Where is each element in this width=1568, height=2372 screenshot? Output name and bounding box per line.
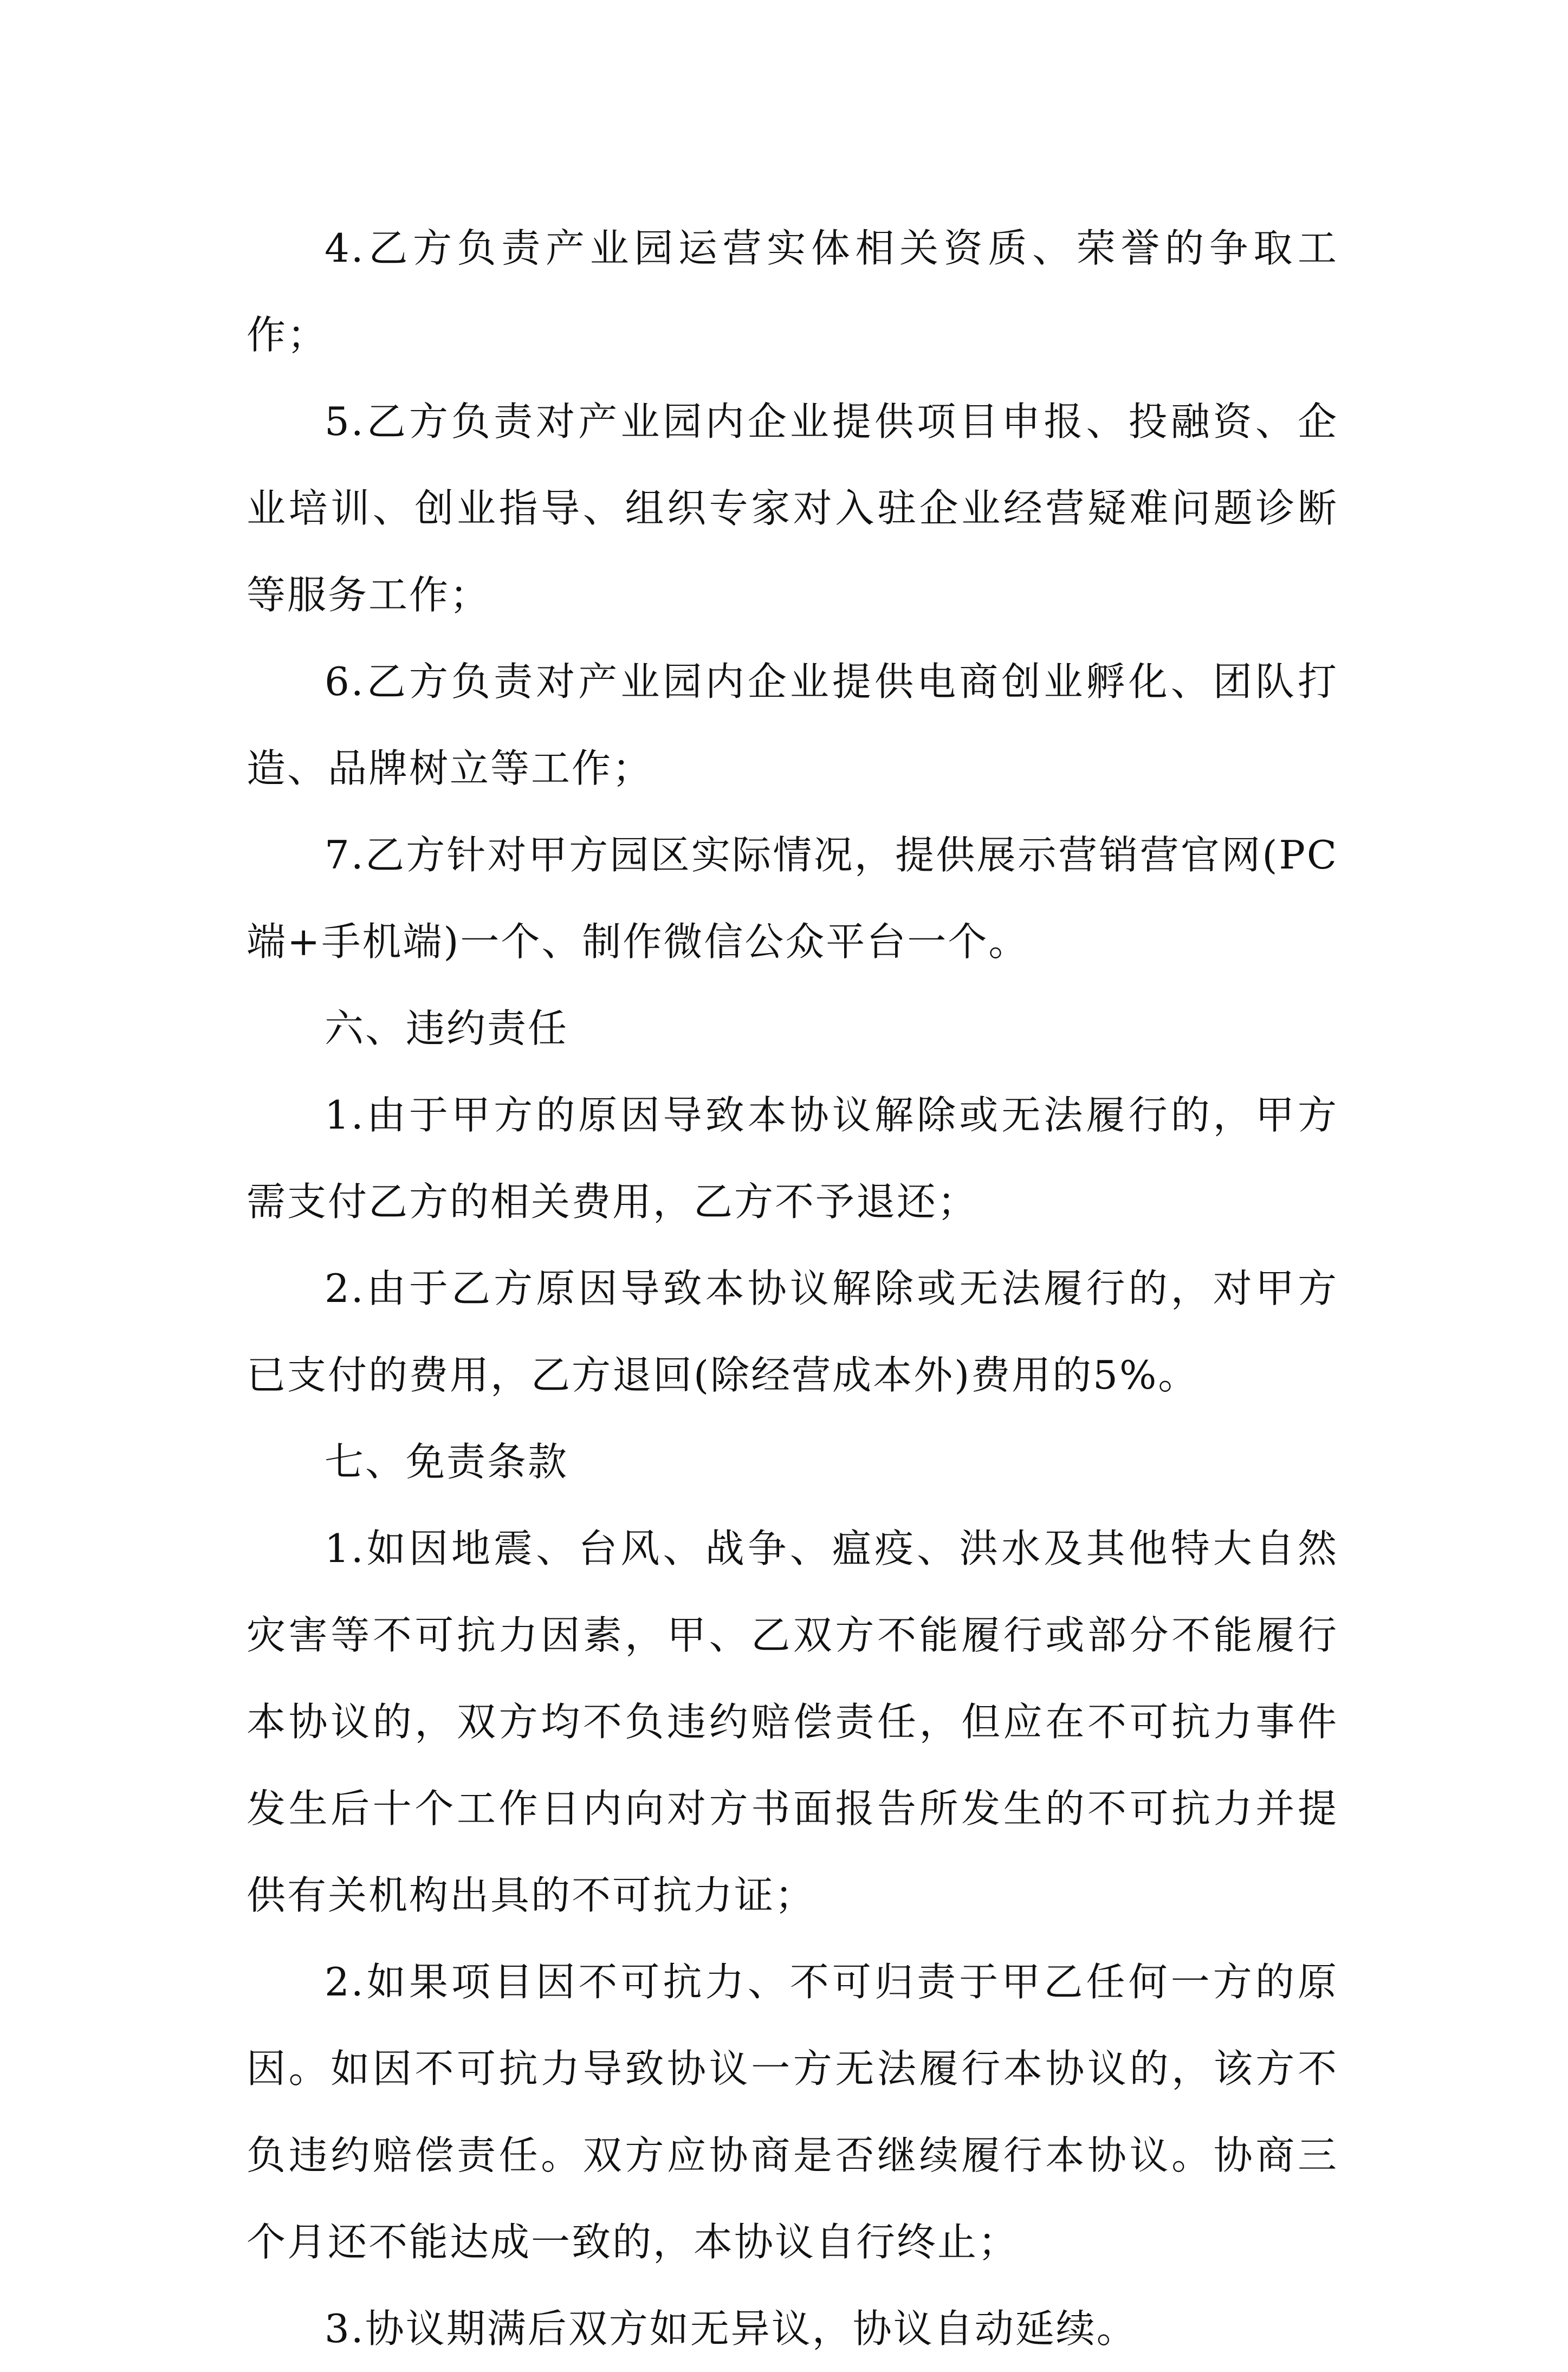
- breach-clause-1: 1.由于甲方的原因导致本协议解除或无法履行的，甲方需支付乙方的相关费用，乙方不予退还；: [247, 1092, 1338, 1224]
- section-heading-breach-liability: 六、违约责任: [325, 1006, 569, 1051]
- clause-4-qualifications: 4.乙方负责产业园运营实体相关资质、荣誉的争取工作；: [247, 225, 1338, 358]
- breach-clause-2: 2.由于乙方原因导致本协议解除或无法履行的，对甲方已支付的费用，乙方退回(除经营成本外)费用的5%。: [247, 1266, 1338, 1398]
- disclaimer-clause-3: 3.协议期满后双方如无异议，协议自动延续。: [325, 2306, 1137, 2351]
- clause-6-incubation: 6.乙方负责对产业园内企业提供电商创业孵化、团队打造、品牌树立等工作；: [247, 659, 1338, 791]
- disclaimer-clause-1: 1.如因地震、台风、战争、瘟疫、洪水及其他特大自然灾害等不可抗力因素，甲、乙双方不能履行或部分不能履行本协议的，双方均不负违约赔偿责任，但应在不可抗力事件发生后十个工作日内向对方书面报告所发生的不可抗力并提供有关机构出具的不可抗力证；: [247, 1526, 1338, 1918]
- clause-5-enterprise-services: 5.乙方负责对产业园内企业提供项目申报、投融资、企业培训、创业指导、组织专家对入驻企业经营疑难问题诊断等服务工作；: [247, 399, 1338, 618]
- section-heading-disclaimer: 七、免责条款: [325, 1439, 569, 1485]
- disclaimer-clause-2: 2.如果项目因不可抗力、不可归责于甲乙任何一方的原因。如因不可抗力导致协议一方无法履行本协议的，该方不负违约赔偿责任。双方应协商是否继续履行本协议。协商三个月还不能达成一致的，本协议自行终止；: [247, 1959, 1338, 2265]
- clause-7-website: 7.乙方针对甲方园区实际情况，提供展示营销营官网(PC端+手机端)一个、制作微信公众平台一个。: [247, 832, 1338, 964]
- document-body: [247, 205, 1338, 2372]
